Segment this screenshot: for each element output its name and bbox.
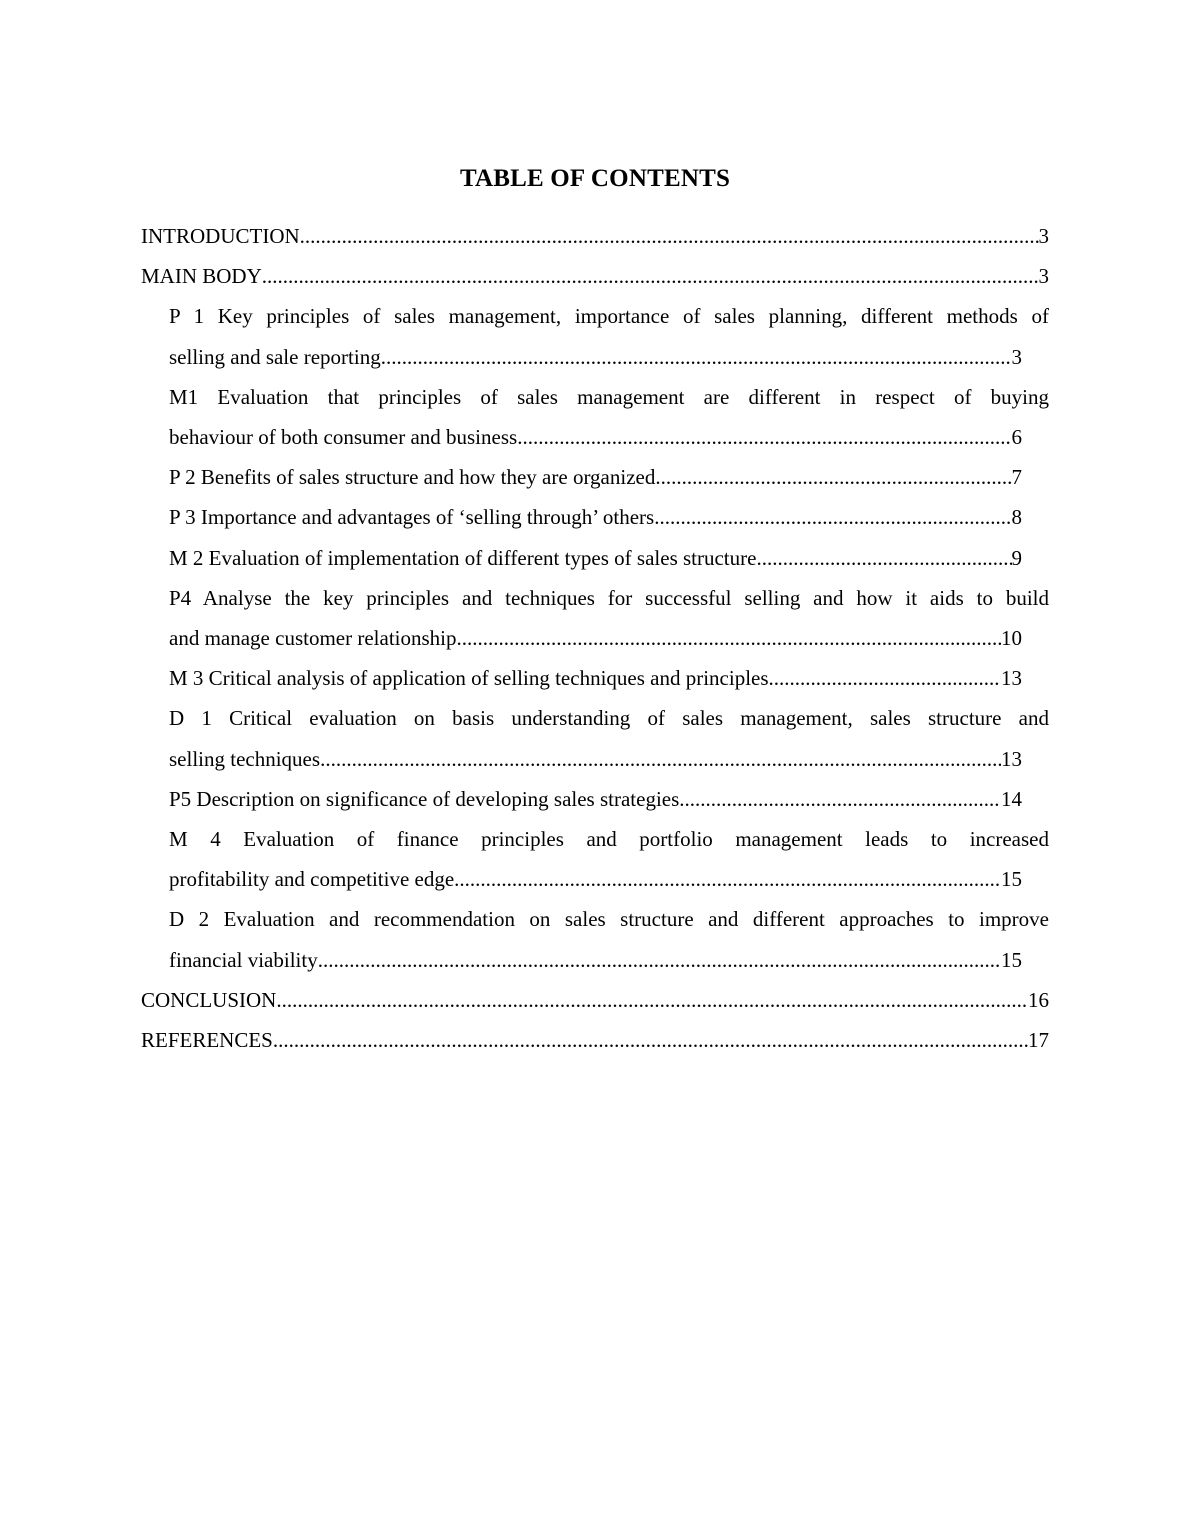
dot-leader (273, 1020, 1028, 1060)
toc-page-number: 14 (1001, 786, 1022, 811)
toc-entry-first-line: P4 Analyse the key principles and techniques for successful selling and how it aids to build (169, 585, 1049, 610)
dot-leader (300, 216, 1039, 256)
toc-entry-label: financial viability (169, 947, 318, 972)
toc-entry-label: M 2 Evaluation of implementation of different types of sales structure (169, 545, 757, 570)
toc-entry-p1[interactable] (169, 296, 1049, 376)
toc-entry-label: P 3 Importance and advantages of ‘selling through’ others (169, 505, 655, 530)
toc-page-number: 17 (1028, 1028, 1049, 1053)
toc-entry-label: selling and sale reporting (169, 344, 381, 369)
toc-entry-label: profitability and competitive edge (169, 867, 455, 892)
toc-entry-label: REFERENCES (141, 1028, 273, 1053)
toc-entry-references[interactable] (141, 1020, 1049, 1060)
toc-entry-m2[interactable] (169, 538, 1022, 578)
dot-leader (262, 256, 1039, 296)
toc-entry-m4[interactable] (169, 819, 1049, 899)
toc-entry-m3[interactable] (169, 658, 1022, 698)
toc-entry-m1[interactable] (169, 377, 1049, 457)
toc-page-number: 3 (1011, 344, 1022, 369)
toc-entry-p2[interactable] (169, 457, 1022, 497)
toc-entry-p4[interactable] (169, 578, 1049, 658)
toc-page-number: 3 (1038, 224, 1049, 248)
toc-page-number: 13 (1001, 666, 1022, 691)
toc-entry-first-line: P 1 Key principles of sales management, importance of sales planning, different methods of (169, 304, 1049, 329)
dot-leader (381, 337, 1012, 377)
toc-entry-label: P5 Description on significance of developing sales strategies (169, 786, 680, 811)
toc-page-number: 3 (1038, 264, 1049, 289)
dot-leader (517, 417, 1011, 457)
dot-leader (655, 457, 1011, 497)
toc-page-number: 15 (1001, 947, 1022, 972)
toc-entry-label: MAIN BODY (141, 264, 262, 289)
toc-page-number: 16 (1028, 987, 1049, 1012)
toc-page-number: 6 (1011, 425, 1022, 450)
toc-entry-first-line: M1 Evaluation that principles of sales management are different in respect of buying (169, 384, 1049, 409)
toc-page-number: 15 (1001, 867, 1022, 892)
dot-leader (654, 497, 1011, 537)
page-title: TABLE OF CONTENTS (459, 165, 731, 192)
toc-entry-label: CONCLUSION (141, 987, 277, 1012)
toc-page-number: 10 (1001, 626, 1022, 651)
toc-entry-label: M 3 Critical analysis of application of selling techniques and principles (169, 666, 769, 691)
toc-entry-first-line: M 4 Evaluation of finance principles and portfolio management leads to increased (169, 827, 1049, 852)
dot-leader (454, 859, 1001, 899)
dot-leader (457, 618, 1002, 658)
toc-entry-first-line: D 1 Critical evaluation on basis understanding of sales management, sales structure and (169, 706, 1049, 731)
toc-entry-label: behaviour of both consumer and business (169, 425, 518, 450)
toc-entry-introduction[interactable] (141, 216, 1049, 256)
toc-entry-label: selling techniques (169, 746, 321, 771)
dot-leader (320, 739, 1001, 779)
toc-entry-label: and manage customer relationship (169, 626, 457, 651)
dot-leader (679, 779, 1001, 819)
dot-leader (769, 658, 1001, 698)
toc-page-number: 8 (1011, 505, 1022, 530)
dot-leader (276, 980, 1028, 1020)
toc-page-number: 9 (1011, 545, 1022, 570)
toc-entry-p5[interactable] (169, 779, 1022, 819)
toc-entry-main-body[interactable] (141, 256, 1049, 296)
toc-entry-label: INTRODUCTION (141, 224, 300, 248)
toc-entry-first-line: D 2 Evaluation and recommendation on sales structure and different approaches to improve (169, 907, 1049, 932)
table-of-contents (141, 216, 1049, 1060)
toc-entry-d1[interactable] (169, 698, 1049, 778)
toc-page-number: 13 (1001, 746, 1022, 771)
toc-entry-label: P 2 Benefits of sales structure and how they are organized (169, 465, 656, 490)
toc-entry-p3[interactable] (169, 497, 1022, 537)
dot-leader (756, 538, 1011, 578)
dot-leader (318, 940, 1001, 980)
toc-entry-d2[interactable] (169, 899, 1049, 979)
toc-entry-conclusion[interactable] (141, 980, 1049, 1020)
toc-page-number: 7 (1011, 465, 1022, 490)
